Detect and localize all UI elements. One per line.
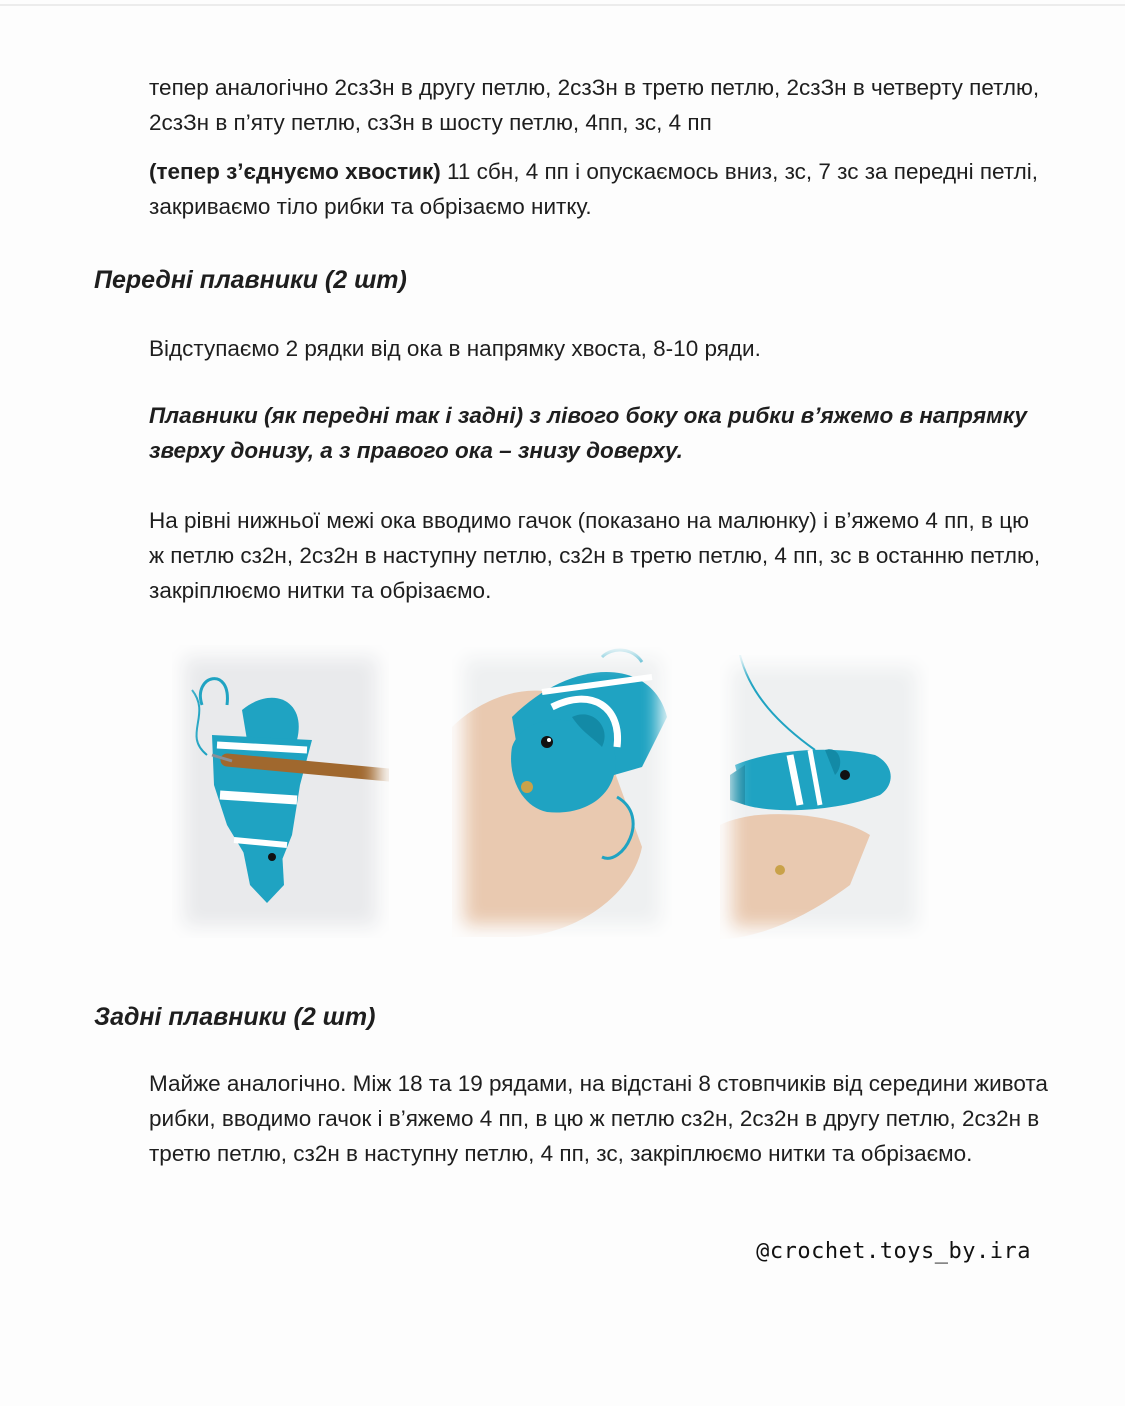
front-fins-offset-paragraph: Відступаємо 2 рядки від ока в напрямку хвоста, 8-10 ряди. <box>149 336 761 361</box>
photo-fish-with-hook <box>172 645 389 938</box>
photo-fish-in-hand-side <box>720 655 929 939</box>
front-fins-heading: Передні плавники (2 шт) <box>94 266 407 294</box>
fish-hook-illustration <box>172 645 389 938</box>
tail-text: 11 сбн, 4 пп і опускаємось вниз, зс, 7 зс за передні петлі, закриваємо тіло рибки та обрізаємо нитку. <box>149 159 1038 219</box>
back-fins-steps-paragraph: Майже аналогічно. Між 18 та 19 рядами, на відстані 8 стовпчиків від середини живота рибки, вводимо гачок і в’яжемо 4 пп, в цю ж петлю сз2н, 2сз2н в другу петлю, 2сз2н в третю петлю, сз2н в наступну петлю, 4 пп, зс, закріплюємо нитки та обрізаємо. <box>149 1071 1048 1166</box>
front-fins-direction-note: Плавники (як передні так і задні) з лівого боку ока рибки в’яжемо в напрямку зверху донизу, а з правого ока – знизу доверху. <box>149 403 1028 463</box>
tail-bold-label: (тепер з’єднуємо хвостик) <box>149 159 441 184</box>
top-divider <box>0 4 1125 6</box>
back-fins-heading: Задні плавники (2 шт) <box>94 1003 376 1031</box>
fish-hand-top-illustration <box>452 647 672 937</box>
tail-paragraph <box>149 154 1049 224</box>
photo-fish-in-hand-top <box>452 647 672 937</box>
intro-paragraph: тепер аналогічно 2сзЗн в другу петлю, 2сзЗн в третю петлю, 2сзЗн в четверту петлю, 2сзЗн в п’яту петлю, сзЗн в шосту петлю, 4пп, зс, 4 пп <box>149 75 1040 135</box>
fish-hand-side-illustration <box>720 655 929 939</box>
author-handle: @crochet.toys_by.ira <box>756 1239 1031 1264</box>
front-fins-steps-paragraph: На рівні нижньої межі ока вводимо гачок (показано на малюнку) і в’яжемо 4 пп, в цю ж петлю сз2н, 2сз2н в наступну петлю, сз2н в третю петлю, 4 пп, зс в останню петлю, закріплюємо нитки та обрізаємо. <box>149 508 1041 603</box>
